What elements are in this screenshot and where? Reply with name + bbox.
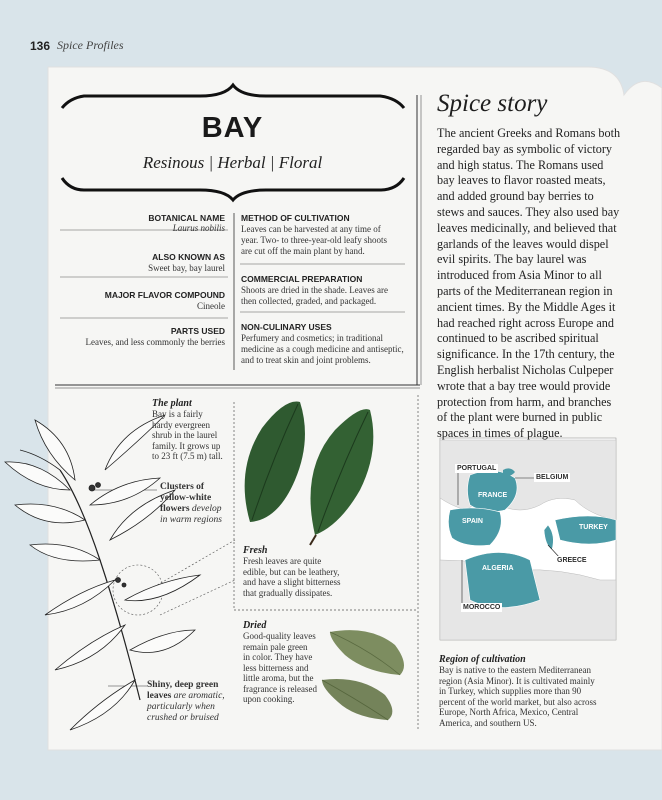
flavor-profile: Resinous | Herbal | Floral [142,153,323,172]
botanical-name-value: Laurus nobilis [172,223,225,233]
map-label-turkey: TURKEY [579,524,608,531]
flowers-note: Clusters of yellow-white flowers develop in warm regions [160,482,222,525]
region-title: Region of cultivation [439,654,526,665]
preparation-value: Shoots are dried in the shade. Leaves are then collected, graded, and packaged. [241,285,388,306]
parts-used-value: Leaves, and less commonly the berries [85,337,225,347]
section-title: Spice Profiles [57,38,124,52]
also-known-as-value: Sweet bay, bay laurel [148,263,225,273]
page-number: 136 [30,39,51,53]
dried-caption: Dried Good-quality leaves remain pale green in color. They have less bitterness and little aroma, but the fragrance is released upon cooking. [243,620,333,705]
map-region-algeria [465,553,540,608]
cultivation-label: METHOD OF CULTIVATION [241,213,350,223]
map-region-spain [448,508,501,546]
spice-story-body: The ancient Greeks and Romans both regarded bay as symbolic of victory and high status. The Romans used bay leaves to flavor roasted meats, and added ground bay berries to stews and sauces. They also used bay leaves medicinally, and believed that garlands of the leaves would dispel evil spirits. The bay laurel was introduced from Asia Minor to all parts of the Mediterranean region in ancient times. By the Middle Ages it had reached right across Europe and continued to be ascribed spiritual significance. In the 17th century, the English herbalist Nicholas Culpeper wrote that a bay tree would provide protection from harm, and branches of the plant were burned in public spaces in times of plague. [437,126,621,441]
cultivation-value: Leaves can be harvested at any time of year. Two- to three-year-old leafy shoots are cut off the main plant by hand. [241,224,387,256]
botanical-name-label: BOTANICAL NAME [148,213,225,223]
plant-caption [152,398,236,462]
flavor-compound-label: MAJOR FLAVOR COMPOUND [104,290,225,300]
leaves-note: Shiny, deep green leaves are aromatic, particularly when crushed or bruised [147,680,225,723]
map-label-france: FRANCE [478,492,508,499]
parts-used-label: PARTS USED [170,326,225,336]
also-known-as-label: ALSO KNOWN AS [152,252,225,262]
plant-caption-title: The plant [152,398,192,409]
non-culinary-value: Perfumery and cosmetics; in traditional medicine as a cough medicine and antiseptic, and to treat skin and joint problems. [241,333,404,365]
fresh-caption: Fresh Fresh leaves are quite edible, but can be leathery, and have a slight bitterness that gradually dissipates. [243,545,413,598]
non-culinary-label: NON-CULINARY USES [241,322,332,332]
region-caption: Region of cultivation Bay is native to the eastern Mediterranean region (Asia Minor). It is cultivated mainly in Turkey, which supplies more than 90 percent of the world market, but also across Europe, North Africa, Mexico, Central America, and southern US. [439,654,624,728]
plant-caption-body: Bay is a fairly hardy evergreen shrub in the laurel family. It grows up to 23 ft (7.5 m) tall. [152,409,223,461]
dried-title: Dried [243,620,267,631]
map-label-belgium: BELGIUM [536,474,569,481]
fresh-title: Fresh [243,545,268,556]
flavor-compound-value: Cineole [197,301,225,311]
preparation-label: COMMERCIAL PREPARATION [241,274,363,284]
map-label-morocco: MOROCCO [463,604,501,611]
map-label-algeria: ALGERIA [482,565,514,572]
map-label-portugal: PORTUGAL [457,465,497,472]
map-label-greece: GREECE [557,557,587,564]
spice-story-title: Spice story [437,90,548,117]
spice-name: BAY [201,112,264,144]
map-label-spain: SPAIN [462,518,483,525]
